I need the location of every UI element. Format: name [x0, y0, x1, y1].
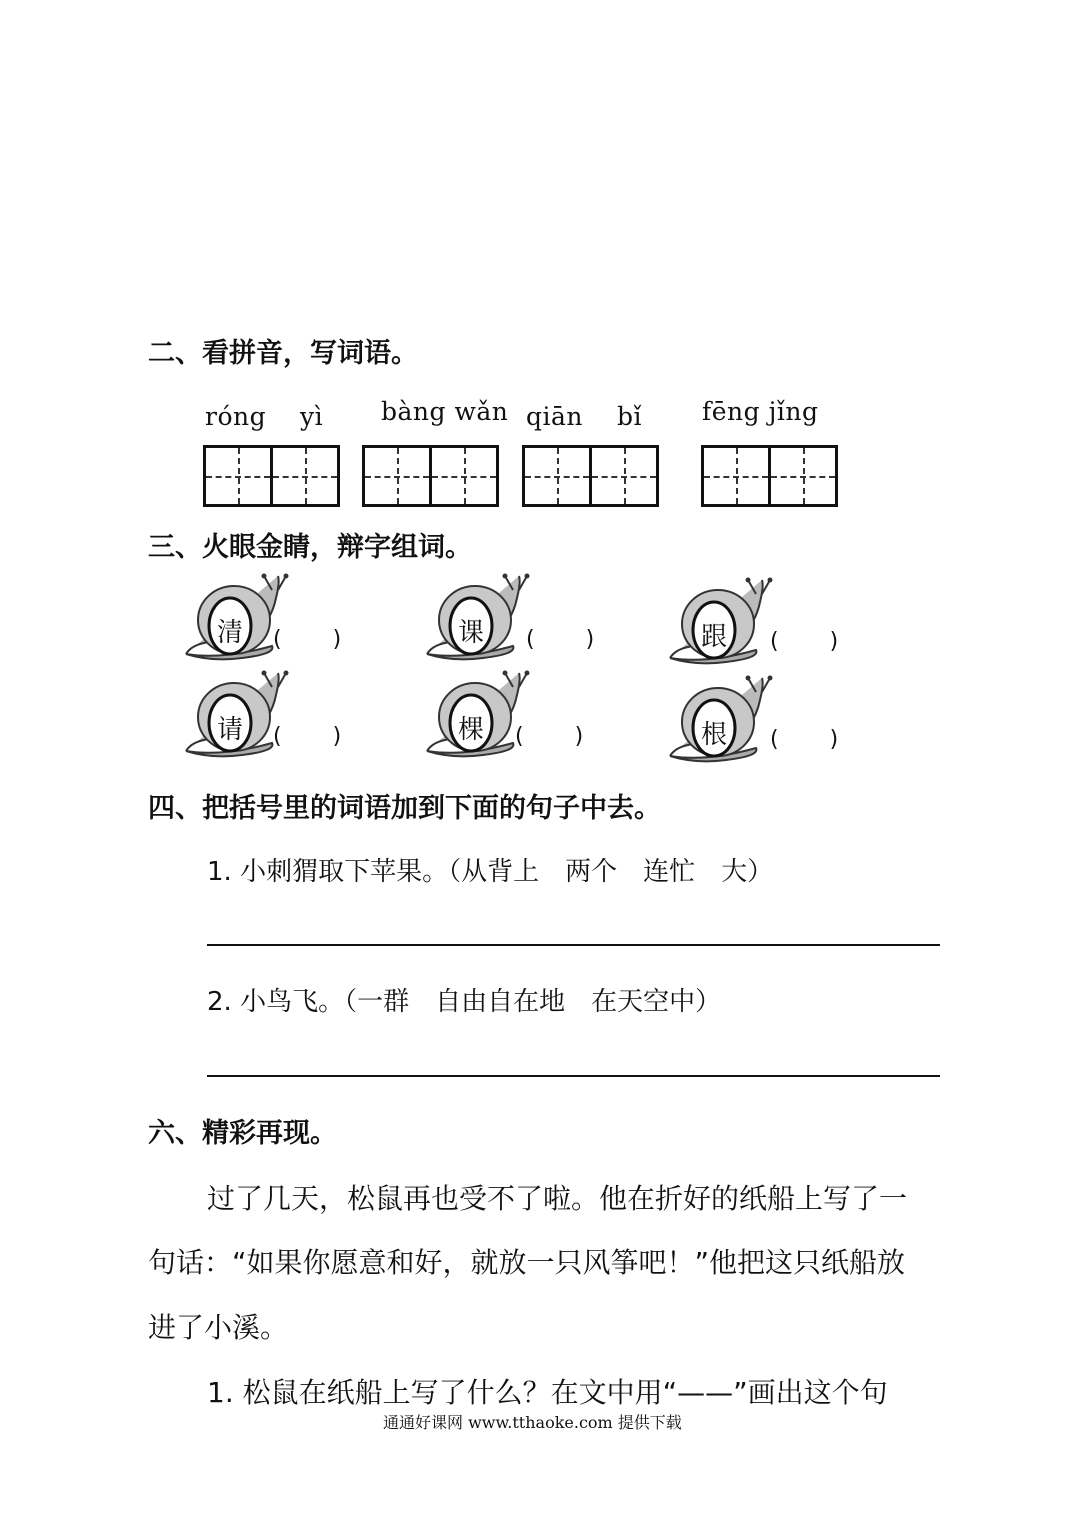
section-3-title: 三、火眼金睛，辩字组词。: [148, 532, 472, 563]
writing-grid-4[interactable]: [701, 445, 838, 507]
section-4-title: 四、把括号里的词语加到下面的句子中去。: [148, 793, 661, 824]
answer-paren-5[interactable]: ( ): [515, 724, 584, 749]
passage-line-3: 进了小溪。: [148, 1311, 289, 1344]
snail-icon: [666, 572, 786, 667]
passage-line-1: 过了几天，松鼠再也受不了啦。他在折好的纸船上写了一: [207, 1182, 908, 1215]
char-ke-tree: 棵: [457, 715, 484, 745]
answer-line-1[interactable]: [207, 944, 940, 946]
section-6-title: 六、精彩再现。: [148, 1118, 337, 1149]
passage-line-2: 句话：“如果你愿意和好，就放一只风筝吧！”他把这只纸船放: [148, 1246, 906, 1279]
answer-paren-2[interactable]: ( ): [526, 627, 595, 652]
answer-line-2[interactable]: [207, 1075, 940, 1077]
writing-grid-2[interactable]: [362, 445, 499, 507]
footer-source: 通通好课网 www.tthaoke.com 提供下载: [383, 1413, 682, 1432]
pinyin-3: qiān bǐ: [526, 402, 642, 431]
snail-icon: [666, 670, 786, 765]
pinyin-2: bàng wǎn: [381, 397, 509, 426]
char-qing-please: 请: [216, 715, 243, 745]
char-gen-root: 根: [700, 720, 727, 750]
answer-paren-3[interactable]: ( ): [770, 629, 839, 654]
answer-paren-1[interactable]: ( ): [273, 627, 342, 652]
writing-grid-3[interactable]: [522, 445, 659, 507]
writing-grid-1[interactable]: [203, 445, 340, 507]
sentence-item-2: 2. 小鸟飞。（一群 自由自在地 在天空中）: [207, 987, 722, 1017]
question-1: 1. 松鼠在纸船上写了什么？在文中用“——”画出这个句: [207, 1376, 888, 1409]
sentence-item-1: 1. 小刺猬取下苹果。（从背上 两个 连忙 大）: [207, 857, 774, 887]
pinyin-4: fēng jǐng: [702, 397, 819, 426]
pinyin-1: róng yì: [205, 402, 324, 431]
char-ke: 课: [457, 618, 484, 648]
answer-paren-6[interactable]: ( ): [770, 727, 839, 752]
snail-icon: [423, 568, 543, 663]
char-gen-follow: 跟: [700, 622, 727, 652]
section-2-title: 二、看拼音，写词语。: [148, 338, 418, 369]
answer-paren-4[interactable]: ( ): [273, 724, 342, 749]
char-qing: 清: [216, 618, 243, 648]
